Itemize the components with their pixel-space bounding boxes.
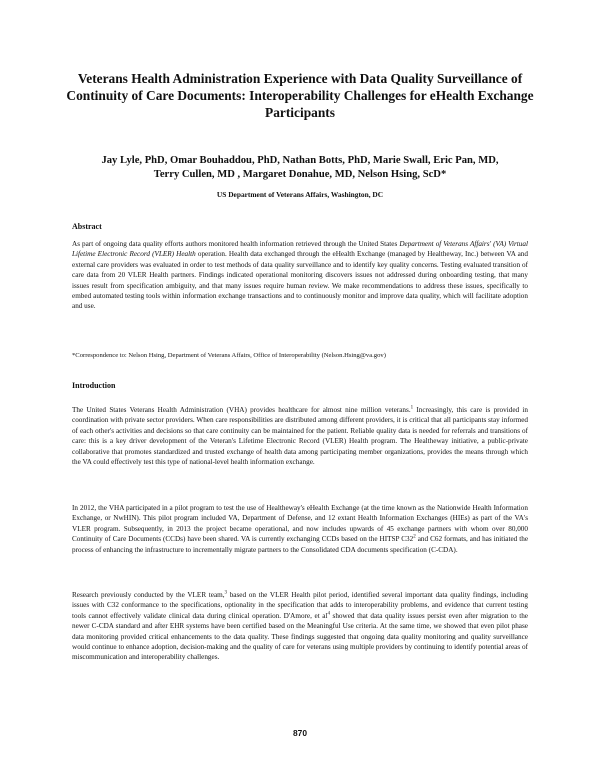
intro-p3-text-c: showed that data quality issues persist even after migration to the newer C-CDA standard and after EHR systems have been certified based on the Meaningful Use criteria. At the same time, we showed that even pilot phase data monitoring provided critical enhancements to the data quality. These findings suggested that ongoing data quality monitoring and quality surveillance would continue to enhance adoption, decision-making and the quality of care for veterans using multiple providers by continuing to identify potential areas of miscommunication and interoperability challenges. <box>72 611 528 662</box>
footnote-ref: 2 <box>413 534 416 540</box>
abstract-text <box>72 239 528 312</box>
affiliation: US Department of Veterans Affairs, Washington, DC <box>216 190 384 199</box>
introduction-heading: Introduction <box>72 381 116 390</box>
footnote-ref: 1 <box>410 405 414 411</box>
abstract-text-1: As part of ongoing data quality efforts authors monitored health information retrieved through the United States <box>72 240 400 248</box>
intro-p2-text-a: In 2012, the VHA participated in a pilot program to test the use of Healtheway's eHealth Exchange (at the time known as the Nationwide Health Information Exchange, or NwHIN). This pilot program included VA, Department of Defense, and 12 extant Health Information Exchanges (HIEs) as part of the VA's VLER program. Subsequently, in 2013 the project became operational, and now includes upwards of 45 exchange partners with whom over 80,000 Continuity of Care Documents (CCDs) have been shared. VA is currently exchanging CCDs based on the HITSP C32 <box>72 504 528 544</box>
intro-p3-text-a: Research previously conducted by the VLER team, <box>72 591 225 599</box>
intro-p1-text-b: Increasingly, this care is provided in coordination with private sector providers. When care responsibilities are distributed among different providers, it is critical that all participants stay informed of each other's activities and decisions so that care continuity can be maintained for the patient. Reliable quality data is needed for referrals and transitions of care: this is a key driver development of the Veteran's Lifetime Electronic Record (VLER) Health program. The Healtheway initiative, a public-private collaborative that promotes standardized and trusted exchange of health data among participating member organizations, provides the means through which the VA could effectively test this type of national-level health information exchange. <box>72 406 528 467</box>
page-number: 870 <box>293 728 307 738</box>
intro-p3-text-b: based on the VLER Health pilot period, identified several important data quality findings, including issues with C32 conformance to the specifications, optionality in the specification that adds to interoperability problems, and evidence that current testing tools cannot effectively validate clinical data during clinical operation. D'Amore, et al <box>72 591 529 620</box>
intro-p2-text-b: and C62 formats, and has initiated the process of enhancing the infrastructure to incrementally migrate partners to the Consolidated CDA documents specification (C-CDA). <box>72 535 529 554</box>
abstract-text-2: operation. Health data exchanged through the eHealth Exchange (managed by Healtheway, Inc.) between VA and external care providers was evaluated in order to test methods of data quality surveillance and to identify key quality concerns. Testing evaluated transition of care data from 20 VLER Health partners. Findings indicated operational monitoring discovers issues not addressed during onboarding testing, that many issues result from specification ambiguity, and that many issues require human review. We make recommendations to address these issues, specifically to embed automated testing tools within information exchange transactions and to continuously monitor and improve data quality, which will facilitate adoption and use. <box>72 250 528 311</box>
paper-title: Veterans Health Administration Experience with Data Quality Surveillance of Continuity of Care Documents: Interoperability Challenges for eHealth Exchange Participants <box>66 71 534 120</box>
intro-p1-text-a: The United States Veterans Health Administration (VHA) provides healthcare for almost nine million veterans. <box>72 406 411 414</box>
intro-paragraph-2 <box>72 503 528 555</box>
authors-line-2: Terry Cullen, MD , Margaret Donahue, MD, Nelson Hsing, ScD* <box>153 169 447 180</box>
author-list <box>60 154 540 182</box>
footnote-ref: 4 <box>327 611 330 617</box>
correspondence-note: *Correspondence to: Nelson Hsing, Department of Veterans Affairs, Office of Interoperability (Nelson.Hsing@va.gov) <box>72 352 386 359</box>
intro-paragraph-1 <box>72 405 528 467</box>
footnote-ref: 3 <box>224 590 228 596</box>
intro-paragraph-3 <box>72 590 528 663</box>
abstract-heading: Abstract <box>72 222 102 231</box>
abstract-text-italic: Department of Veterans Affairs' (VA) Virtual Lifetime Electronic Record (VLER) Health <box>72 240 528 259</box>
authors-line-1: Jay Lyle, PhD, Omar Bouhaddou, PhD, Nathan Botts, PhD, Marie Swall, Eric Pan, MD, <box>101 155 499 166</box>
